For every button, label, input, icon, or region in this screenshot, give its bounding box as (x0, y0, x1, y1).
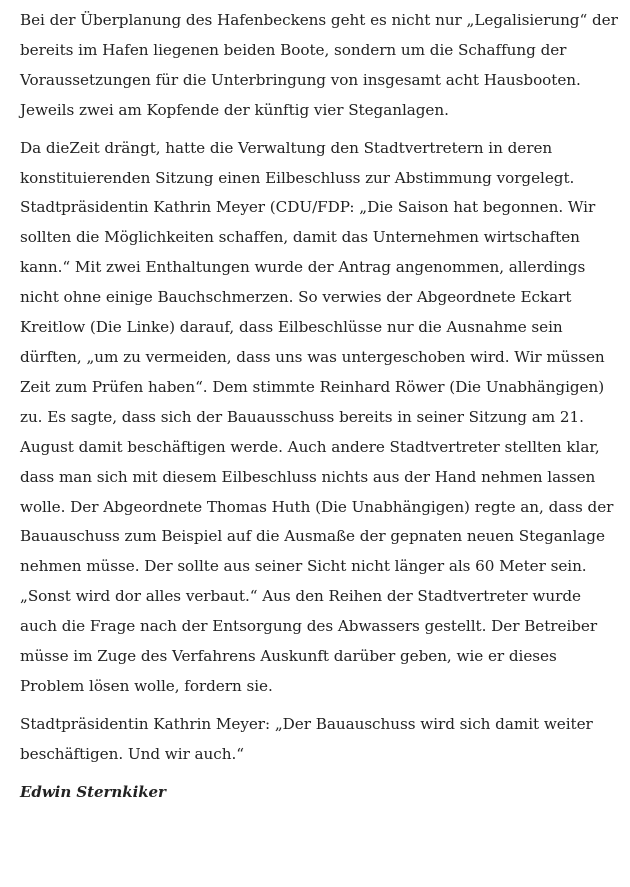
article-body (20, 6, 620, 808)
paragraph-closing-quote: Stadtpräsidentin Kathrin Meyer: „Der Bauauschuss wird sich damit weiter beschäftigen. Und wir auch.“ (20, 714, 593, 763)
author-byline: Edwin Sternkiker (20, 782, 166, 801)
paragraph-harbor-planning: Bei der Überplanung des Hafenbeckens geht es nicht nur „Legalisierung“ der bereits im Hafen liegenen beiden Boote, sondern um die Schaffung der Voraussetzungen für die Unterbringung von insgesamt acht Hausbooten. Jeweils zwei am Kopfende der künftig vier Steganlagen. (20, 11, 618, 119)
paragraph-council-decision: Da dieZeit drängt, hatte die Verwaltung den Stadtvertretern in deren konstituierenden Sitzung einen Eilbeschluss zur Abstimmung vorgelegt. Stadtpräsidentin Kathrin Meyer (CDU/FDP: „Die Saison hat begonnen. Wir sollten die Möglichkeiten schaffen, damit das Unternehmen wirtschaften kann.“ Mit zwei Enthaltungen wurde der Antrag angenommen, allerdings nicht ohne einige Bauchschmerzen. So verwies der Abgeordnete Eckart Kreitlow (Die Linke) darauf, dass Eilbeschlüsse nur die Ausnahme sein dürften, „um zu vermeiden, dass uns was untergeschoben wird. Wir müssen Zeit zum Prüfen haben“. Dem stimmte Reinhard Röwer (Die Unabhängigen) zu. Es sagte, dass sich der Bauausschuss bereits in seiner Sitzung am 21. August damit beschäftigen werde. Auch andere Stadtvertreter stellten klar, dass man sich mit diesem Eilbeschluss nichts aus der Hand nehmen lassen wolle. Der Abgeordnete Thomas Huth (Die Unabhängigen) regte an, dass der Bauauschuss zum Beispiel auf die Ausmaße der gepnaten neuen Steganlage nehmen müsse. Der sollte aus seiner Sicht nicht länger als 60 Meter sein. „Sonst wird dor alles verbaut.“ Aus den Reihen der Stadtvertreter wurde auch die Frage nach der Entsorgung des Abwassers gestellt. Der Betreiber müsse im Zuge des Verfahrens Auskunft darüber geben, wie er dieses Problem lösen wolle, fordern sie. (20, 138, 614, 695)
